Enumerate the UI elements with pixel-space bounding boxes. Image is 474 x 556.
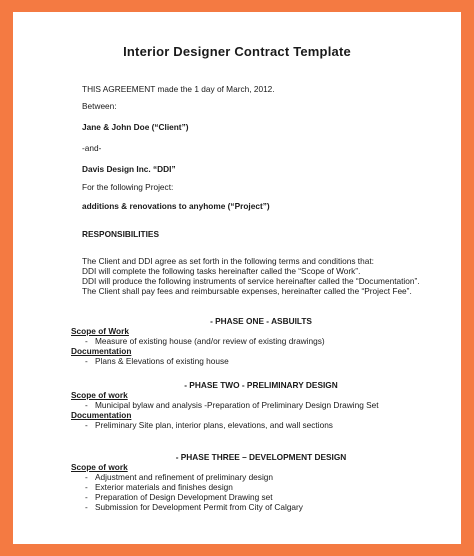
phase-three-scope-list xyxy=(81,472,303,512)
phase-two-doc-label: Documentation xyxy=(71,410,132,420)
list-item: - Preparation of Design Development Drawing set xyxy=(81,492,303,502)
list-item: - Municipal bylaw and analysis -Preparation of Preliminary Design Drawing Set xyxy=(81,400,379,410)
resp-line-2: DDI will complete the following tasks hereinafter called the “Scope of Work”. xyxy=(82,266,361,276)
phase-one-scope-list xyxy=(81,336,325,346)
resp-line-3: DDI will produce the following instruments of service hereinafter called the “Documentation”. xyxy=(82,276,420,286)
phase-one-doc-list xyxy=(81,356,229,366)
document-title: Interior Designer Contract Template xyxy=(123,44,351,59)
between-label: Between: xyxy=(82,101,117,111)
list-item: - Exterior materials and finishes design xyxy=(81,482,303,492)
list-item: - Submission for Development Permit from City of Calgary xyxy=(81,502,303,512)
agreement-line: THIS AGREEMENT made the 1 day of March, 2012. xyxy=(82,84,275,94)
resp-line-4: The Client shall pay fees and reimbursable expenses, hereinafter called the “Project Fee”. xyxy=(82,286,412,296)
document-page xyxy=(13,12,461,544)
phase-one-heading: - PHASE ONE - ASBUILTS xyxy=(210,316,312,326)
phase-three-heading: - PHASE THREE – DEVELOPMENT DESIGN xyxy=(175,452,347,462)
ddi-name: Davis Design Inc. “DDI” xyxy=(82,164,176,174)
phase-one-doc-label: Documentation xyxy=(71,346,132,356)
client-name: Jane & John Doe (“Client”) xyxy=(82,122,189,132)
list-item: - Plans & Elevations of existing house xyxy=(81,356,229,366)
for-project-label: For the following Project: xyxy=(82,182,174,192)
list-item: - Adjustment and refinement of preliminary design xyxy=(81,472,303,482)
phase-two-scope-list xyxy=(81,400,379,410)
list-item: - Measure of existing house (and/or review of existing drawings) xyxy=(81,336,325,346)
phase-two-heading: - PHASE TWO - PRELIMINARY DESIGN xyxy=(184,380,338,390)
phase-two-doc-list xyxy=(81,420,333,430)
phase-three-scope-label: Scope of work xyxy=(71,462,128,472)
phase-one-scope-label: Scope of Work xyxy=(71,326,129,336)
resp-line-1: The Client and DDI agree as set forth in the following terms and conditions that: xyxy=(82,256,374,266)
project-name: additions & renovations to anyhome (“Project”) xyxy=(82,201,270,211)
list-item: - Preliminary Site plan, interior plans, elevations, and wall sections xyxy=(81,420,333,430)
and-separator: -and- xyxy=(82,143,102,153)
phase-two-scope-label: Scope of work xyxy=(71,390,128,400)
responsibilities-heading: RESPONSIBILITIES xyxy=(82,229,159,239)
